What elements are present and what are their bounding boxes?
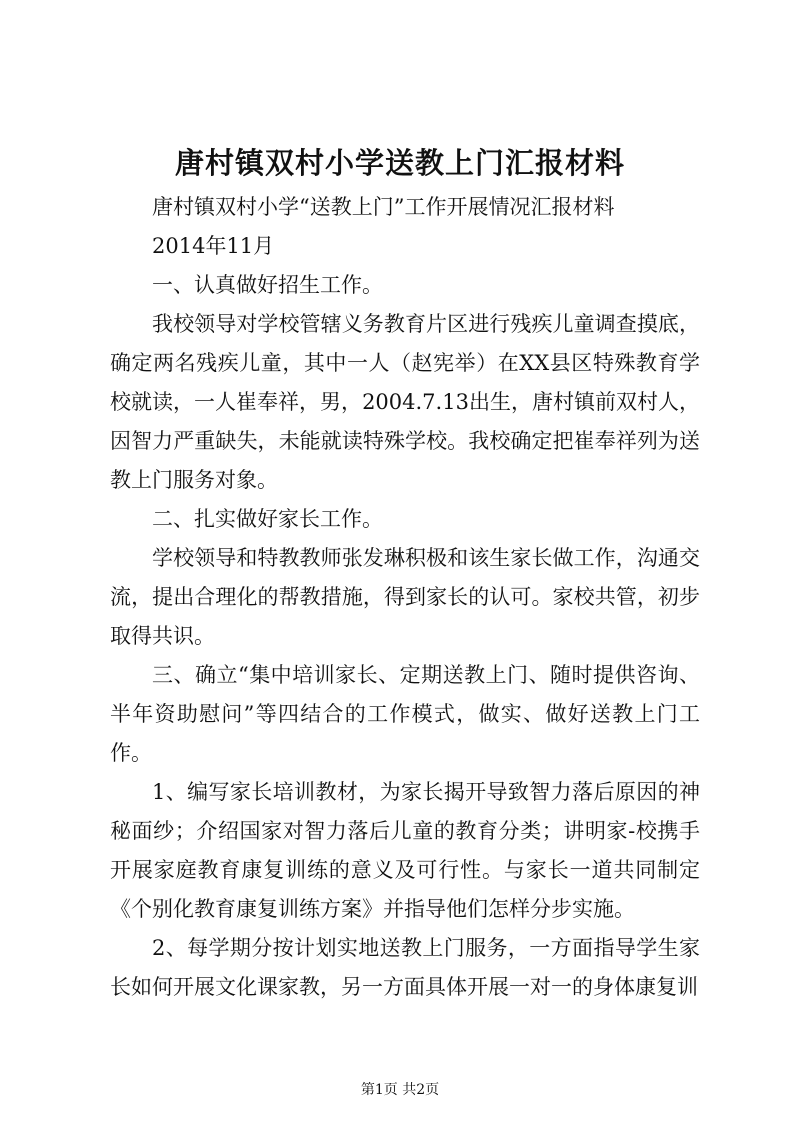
body-paragraph: 我校领导对学校管辖义务教育片区进行残疾儿童调查摸底，确定两名残疾儿童，其中一人（赵宪举）在XX县区特殊教育学校就读，一人崔奉祥，男，2004.7.13出生，唐村镇前双村人，因智力严重缺失，未能就读特殊学校。我校确定把崔奉祥列为送教上门服务对象。: [110, 312, 700, 492]
body-paragraph: 学校领导和特教教师张发琳积极和该生家长做工作，沟通交流，提出合理化的帮教措施，得到家长的认可。家校共管，初步取得共识。: [110, 546, 700, 648]
section-heading-2: 二、扎实做好家长工作。: [152, 507, 383, 531]
page-footer: 第1页 共2页: [360, 1082, 440, 1098]
section-heading-1: 一、认真做好招生工作。: [152, 273, 383, 297]
document-body: [110, 188, 700, 1007]
date-paragraph: 2014年11月: [152, 234, 275, 258]
body-paragraph: 2、每学期分按计划实地送教上门服务，一方面指导学生家长如何开展文化课家教，另一方面具体开展一对一的身体康复训: [110, 936, 700, 999]
page-title: 唐村镇双村小学送教上门汇报材料: [174, 146, 625, 180]
body-paragraph: 1、编写家长培训教材，为家长揭开导致智力落后原因的神秘面纱；介绍国家对智力落后儿童的教育分类；讲明家-校携手开展家庭教育康复训练的意义及可行性。与家长一道共同制定《个别化教育康复训练方案》并指导他们怎样分步实施。: [110, 780, 700, 921]
subtitle-paragraph: 唐村镇双村小学“送教上门”工作开展情况汇报材料: [152, 195, 615, 219]
section-heading-3: 三、确立“集中培训家长、定期送教上门、随时提供咨询、半年资助慰问”等四结合的工作模式，做实、做好送教上门工作。: [110, 663, 700, 765]
